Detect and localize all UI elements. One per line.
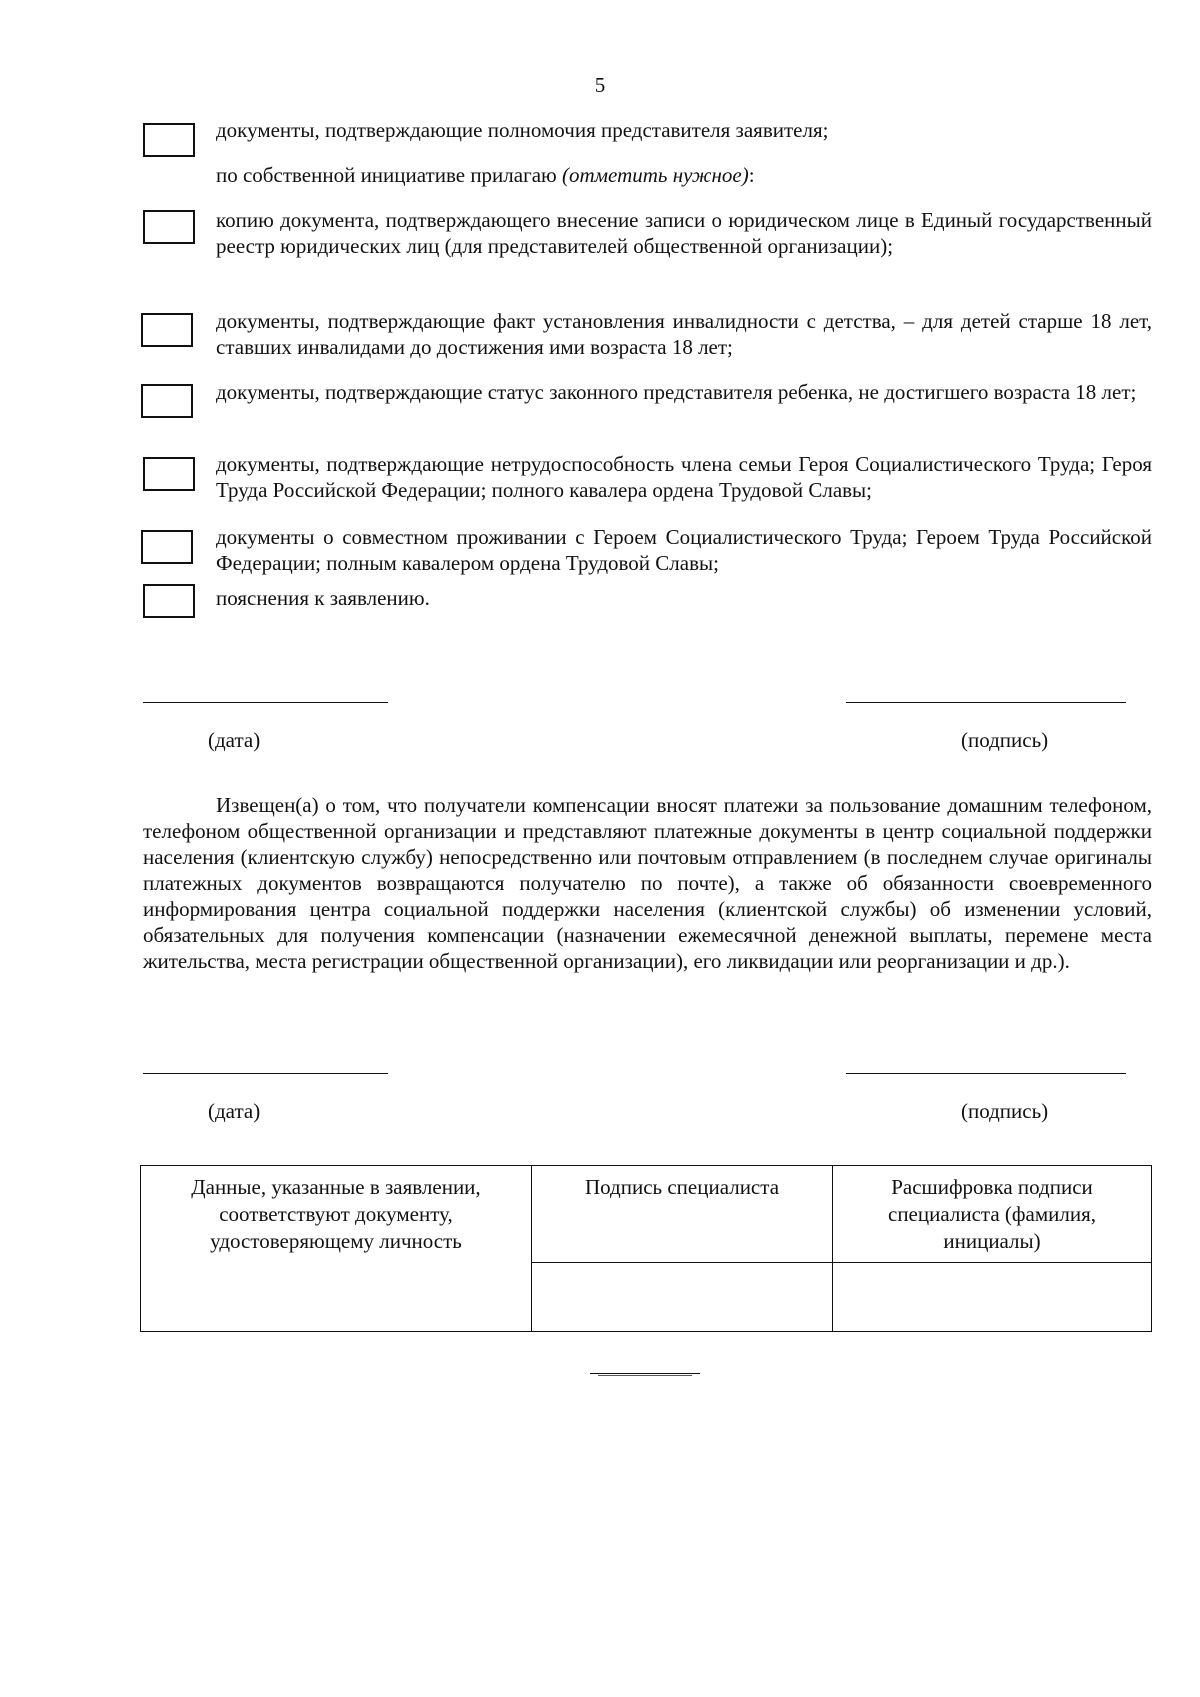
signature-line-1[interactable]: [846, 702, 1126, 703]
attachment-representative-authority: документы, подтверждающие полномочия представителя заявителя;: [216, 118, 829, 142]
signature-label-2: (подпись): [961, 1099, 1049, 1123]
end-of-document-mark: [590, 1373, 700, 1374]
attachment-incapacity-family-member: документы, подтверждающие нетрудоспособность члена семьи Героя Социалистического Труда; Героя Труда Российской Федерации; полного кавалера ордена Трудовой Славы;: [216, 452, 1152, 502]
checkbox-incapacity-family-member[interactable]: [143, 457, 195, 491]
intro-text: по собственной инициативе прилагаю: [216, 163, 562, 187]
intro-emphasis: (отметить нужное): [561, 163, 749, 187]
signature-decoding-header-cell: [833, 1166, 1152, 1263]
table-row: [141, 1166, 1152, 1263]
signature-decoding-header: Расшифровка подписи специалиста (фамилия, инициалы): [888, 1175, 1096, 1253]
date-line-2[interactable]: [143, 1073, 388, 1074]
identity-verification-header: Данные, указанные в заявлении, соответствуют документу, удостоверяющему личность: [191, 1175, 481, 1253]
specialist-signature-field[interactable]: [532, 1263, 833, 1332]
attachment-disability-childhood: документы, подтверждающие факт установления инвалидности с детства, – для детей старше 18 лет, ставших инвалидами до достижения ими возраста 18 лет;: [216, 309, 1152, 359]
specialist-signature-header-cell: [532, 1166, 833, 1263]
attachment-explanations: пояснения к заявлению.: [216, 586, 430, 610]
specialist-signature-header: Подпись специалиста: [584, 1175, 780, 1199]
attachment-cohabitation-hero: документы о совместном проживании с Героем Социалистического Труда; Героем Труда Российской Федерации; полным кавалером ордена Трудовой Славы;: [216, 525, 1152, 575]
page-number: 5: [594, 73, 606, 97]
notice-paragraph: Извещен(а) о том, что получатели компенсации вносят платежи за пользование домашним телефоном, телефоном общественной организации и представляют платежные документы в центр социальной поддержки населения (клиентскую службу) непосредственно или почтовым отправлением (в последнем случае оригиналы платежных документов возвращаются получателю по почте), а также об обязанности своевременного информирования центра социальной поддержки населения (клиентской службы) об изменении условий, обязательных для получения компенсации (назначении ежемесячной денежной выплаты, перемене места жительства, места регистрации общественной организации), его ликвидации или реорганизации и др.).: [143, 793, 1152, 973]
signature-line-2[interactable]: [846, 1073, 1126, 1074]
checkbox-legal-representative[interactable]: [141, 384, 193, 418]
checkbox-representative-authority[interactable]: [143, 123, 195, 157]
date-line-1[interactable]: [143, 702, 388, 703]
checkbox-explanations[interactable]: [143, 584, 195, 618]
attachment-egrul-extract: копию документа, подтверждающего внесение записи о юридическом лице в Единый государственный реестр юридических лиц (для представителей общественной организации);: [216, 208, 1152, 258]
date-label-1: (дата): [208, 728, 261, 752]
date-label-2: (дата): [208, 1099, 261, 1123]
identity-verification-cell: [141, 1166, 532, 1332]
optional-attachments-intro: [216, 162, 755, 188]
intro-suffix: :: [748, 163, 755, 187]
signature-label-1: (подпись): [961, 728, 1049, 752]
specialist-verification-table: [140, 1165, 1152, 1332]
checkbox-cohabitation-hero[interactable]: [141, 530, 193, 564]
checkbox-egrul-extract[interactable]: [143, 210, 195, 244]
signature-decoding-field[interactable]: [833, 1263, 1152, 1332]
checkbox-disability-childhood[interactable]: [141, 313, 193, 347]
attachment-legal-representative: документы, подтверждающие статус законного представителя ребенка, не достигшего возраста 18 лет;: [216, 380, 1137, 404]
